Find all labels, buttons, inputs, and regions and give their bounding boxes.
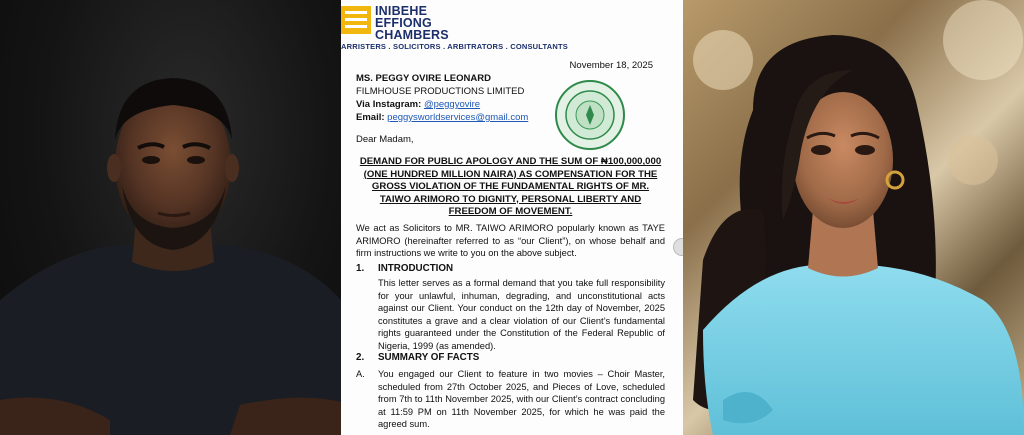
left-portrait-photo — [0, 0, 341, 435]
email-label: Email: — [356, 112, 385, 123]
nba-stamp-seal-icon — [554, 79, 626, 151]
woman-portrait-image — [683, 0, 1024, 435]
right-portrait-photo — [683, 0, 1024, 435]
section-a-number: A. — [356, 369, 365, 379]
demand-heading: DEMAND FOR PUBLIC APOLOGY AND THE SUM OF ₦100,000,000 (ONE HUNDRED MILLION NAIRA) AS COMPENSATION FOR THE GROSS VIOLATION OF THE FUNDAMENTAL RIGHTS OF MR. TAIWO ARIMORO TO DIGNITY, PERSONAL LIBERTY AND FREEDOM OF MOVEMENT. — [359, 156, 662, 217]
section-1-number: 1. — [356, 263, 365, 274]
carousel-next-button[interactable] — [673, 238, 683, 256]
email-link[interactable]: peggysworldservices@gmail.com — [387, 112, 529, 123]
recipient-name: MS. PEGGY OVIRE LEONARD — [356, 73, 491, 84]
firm-name-line-3: CHAMBERS — [375, 28, 449, 42]
section-1-title: INTRODUCTION — [378, 263, 454, 274]
recipient-address — [356, 72, 528, 124]
section-2-title: SUMMARY OF FACTS — [378, 352, 480, 363]
letter-date: November 18, 2025 — [569, 60, 653, 71]
section-1-text: This letter serves as a formal demand that you take full responsibility for your unlawful, inhuman, degrading, and unconstitutional acts against our Client. Your conduct on the 12th day of November, 2025 constitutes a grave and a clear violation of our Client’s fundamental rights guaranteed under the Constitution of the Federal Republic of Nigeria, 1999 (as amended). — [378, 278, 665, 351]
man-portrait-image — [0, 0, 341, 435]
firm-tagline: ARRISTERS . SOLICITORS . ARBITRATORS . CONSULTANTS — [341, 42, 568, 51]
section-2-number: 2. — [356, 352, 365, 363]
instagram-label: Via Instagram: — [356, 99, 422, 110]
instagram-handle-link[interactable]: @peggyovire — [423, 99, 481, 110]
intro-paragraph: We act as Solicitors to MR. TAIWO ARIMORO popularly known as TAYE ARIMORO (hereinafter referred to as “our Client”), on whose behalf and firm instructions we write to you on the above subject. — [356, 223, 665, 258]
firm-name-line-2: EFFIONG — [375, 16, 432, 30]
recipient-company: FILMHOUSE PRODUCTIONS LIMITED — [356, 86, 525, 97]
legal-letter-document — [341, 0, 683, 435]
section-a-text: You engaged our Client to feature in two movies – Choir Master, scheduled from 27th October 2025, and Pieces of Love, scheduled from 7th to 11th November 2025, with our Client’s contract concluding at 11:59 PM on 11th November 2025, for which he was paid the agreed sum. — [378, 369, 665, 429]
firm-logo-icon — [341, 6, 371, 34]
firm-name-line-1: INIBEHE — [375, 4, 428, 18]
salutation: Dear Madam, — [356, 134, 414, 145]
firm-name — [375, 5, 449, 41]
